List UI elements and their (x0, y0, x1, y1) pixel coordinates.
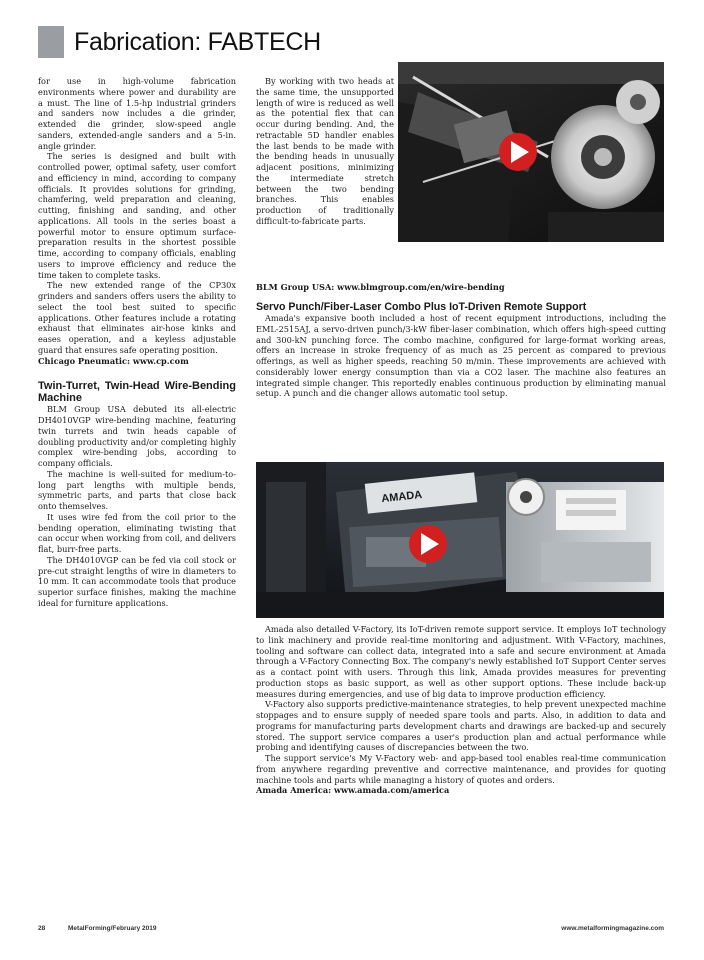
right-column-top (256, 76, 394, 227)
wire-bending-machine-photo (398, 62, 664, 242)
issue-label: MetalForming/February 2019 (68, 925, 157, 932)
paragraph: BLM Group USA debuted its all-electric DH4010VGP wire-bending machine, featuring twin turrets and twin heads capable of doubling productivity and/or completing highly complex wire-bending jobs, according to company officials. (38, 404, 236, 468)
subheading: Twin-Turret, Twin-Head Wire-Bending Machine (38, 380, 236, 405)
company-signature: BLM Group USA: www.blmgroup.com/en/wire-bending (256, 282, 505, 292)
paragraph: The machine is well-suited for medium-to-long part lengths with multiple bends, symmetric parts, and parts that close back onto themselves. (38, 468, 236, 511)
paragraph: V-Factory also supports predictive-maintenance strategies, to help prevent unexpected machine stoppages and to ensure supply of needed spare tools and parts. Also, in addition to data and programs for manufacturing parts development charts and drawings are backed-up and securely stored. The support service compares a user's production plan and actual performance while probing and identifying causes of discrepancies between the two. (256, 699, 666, 753)
video-thumbnail-wire-bending[interactable] (398, 62, 664, 242)
paragraph: By working with two heads at the same time, the unsupported length of wire is reduced as well as the potential flex that can occur during bending. And, the retractable 5D handler enables the last bends to be made with the bending heads in unusually adjacent positions, minimizing the intermediate stretch between the two bending branches. This enables production of traditionally difficult-to-fabricate parts. (256, 76, 394, 226)
paragraph: It uses wire fed from the coil prior to the bending operation, eliminating twisting that can occur when working from coil, and delivers flat, burr-free parts. (38, 511, 236, 554)
amada-logo-text: AMADA (380, 488, 423, 506)
page-number: 28 (38, 925, 46, 932)
paragraph: for use in high-volume fabrication environments where power and durability are a must. The line of 1.5-hp industrial grinders and sanders now includes a die grinder, extended die grinder, slow-speed angle sanders, extended-angle sanders and a 5-in. angle grinder. (38, 76, 236, 151)
section-servo-punch (256, 301, 666, 399)
video-thumbnail-amada[interactable] (256, 462, 664, 618)
paragraph: The series is designed and built with controlled power, optimal safety, user comfort and efficiency in mind, according to company officials. It provides solutions for grinding, chamfering, weld preparation and cleaning, cutting, finishing and sanding, and other applications. All tools in the series boast a powerful motor to ensure optimum surface-preparation results in the shortest possible time, according to company officials, enabling users to improve efficiency and reduce the time taken to complete tasks. (38, 151, 236, 280)
page-footer (38, 922, 664, 936)
paragraph: Amada's expansive booth included a host of recent equipment introductions, including the EML-2515AJ, a servo-driven punch/3-kW fiber-laser combination, which offers high-speed cutting and 300-kN punching force. The combo machine, configured for large-format working areas, offers an increase in stroke frequency of as much as 25 percent as compared to previous offerings, as well as higher speeds, reaching 50 m/min. These improvements are achieved with considerably lower energy consumption than via a CO2 laser. The machine also features an integrated simple changer. This reportedly enables continuous production by eliminating manual setup. A punch and die changer allows automatic tool setup. (256, 313, 666, 399)
subheading: Servo Punch/Fiber-Laser Combo Plus IoT-Driven Remote Support (256, 301, 587, 313)
punch-laser-machine-photo (256, 462, 664, 618)
paragraph: Amada also detailed V-Factory, its IoT-driven remote support service. It employs IoT technology to link machinery and provide real-time monitoring and adjustment. With V-Factory, machines, tooling and software can collect data, integrated into a safe and secure environment at Amada through a V-Factory Connecting Box. The company's newly established IoT Support Center serves as a contact point with users. Through this link, Amada provides measures for preventing production stops as basic support, as well as other support options. These include back-up measures during emergencies, and use of big data to improve production efficiency. (256, 624, 666, 699)
section-title: Fabrication: FABTECH (74, 28, 321, 56)
left-column (38, 76, 236, 609)
right-column-signature (256, 282, 666, 293)
company-signature: Chicago Pneumatic: www.cp.com (38, 355, 189, 366)
paragraph: The DH4010VGP can be fed via coil stock or pre-cut straight lengths of wire in diameters to 10 mm. It can accommodate tools that produce superior surface finishes, making the machine ideal for furniture applications. (38, 554, 236, 608)
paragraph: The support service's My V-Factory web- and app-based tool enables real-time communication from anywhere regarding preventive and corrective maintenance, and provides for quoting machine tools and parts while managing a history of quotes and orders. (256, 753, 666, 785)
section-v-factory (256, 624, 666, 796)
page-header (38, 22, 678, 62)
magazine-url: www.metalformingmagazine.com (561, 925, 664, 932)
company-signature: Amada America: www.amada.com/america (256, 785, 450, 796)
header-tab-marker (38, 26, 64, 58)
paragraph: The new extended range of the CP30x grinders and sanders offers users the ability to select the tool best suited to specific applications. Other features include a rotating exhaust that eliminates air-hose kinks and eases operation, and a keyless adjustable guard that ensures safe operating position. (38, 280, 236, 355)
